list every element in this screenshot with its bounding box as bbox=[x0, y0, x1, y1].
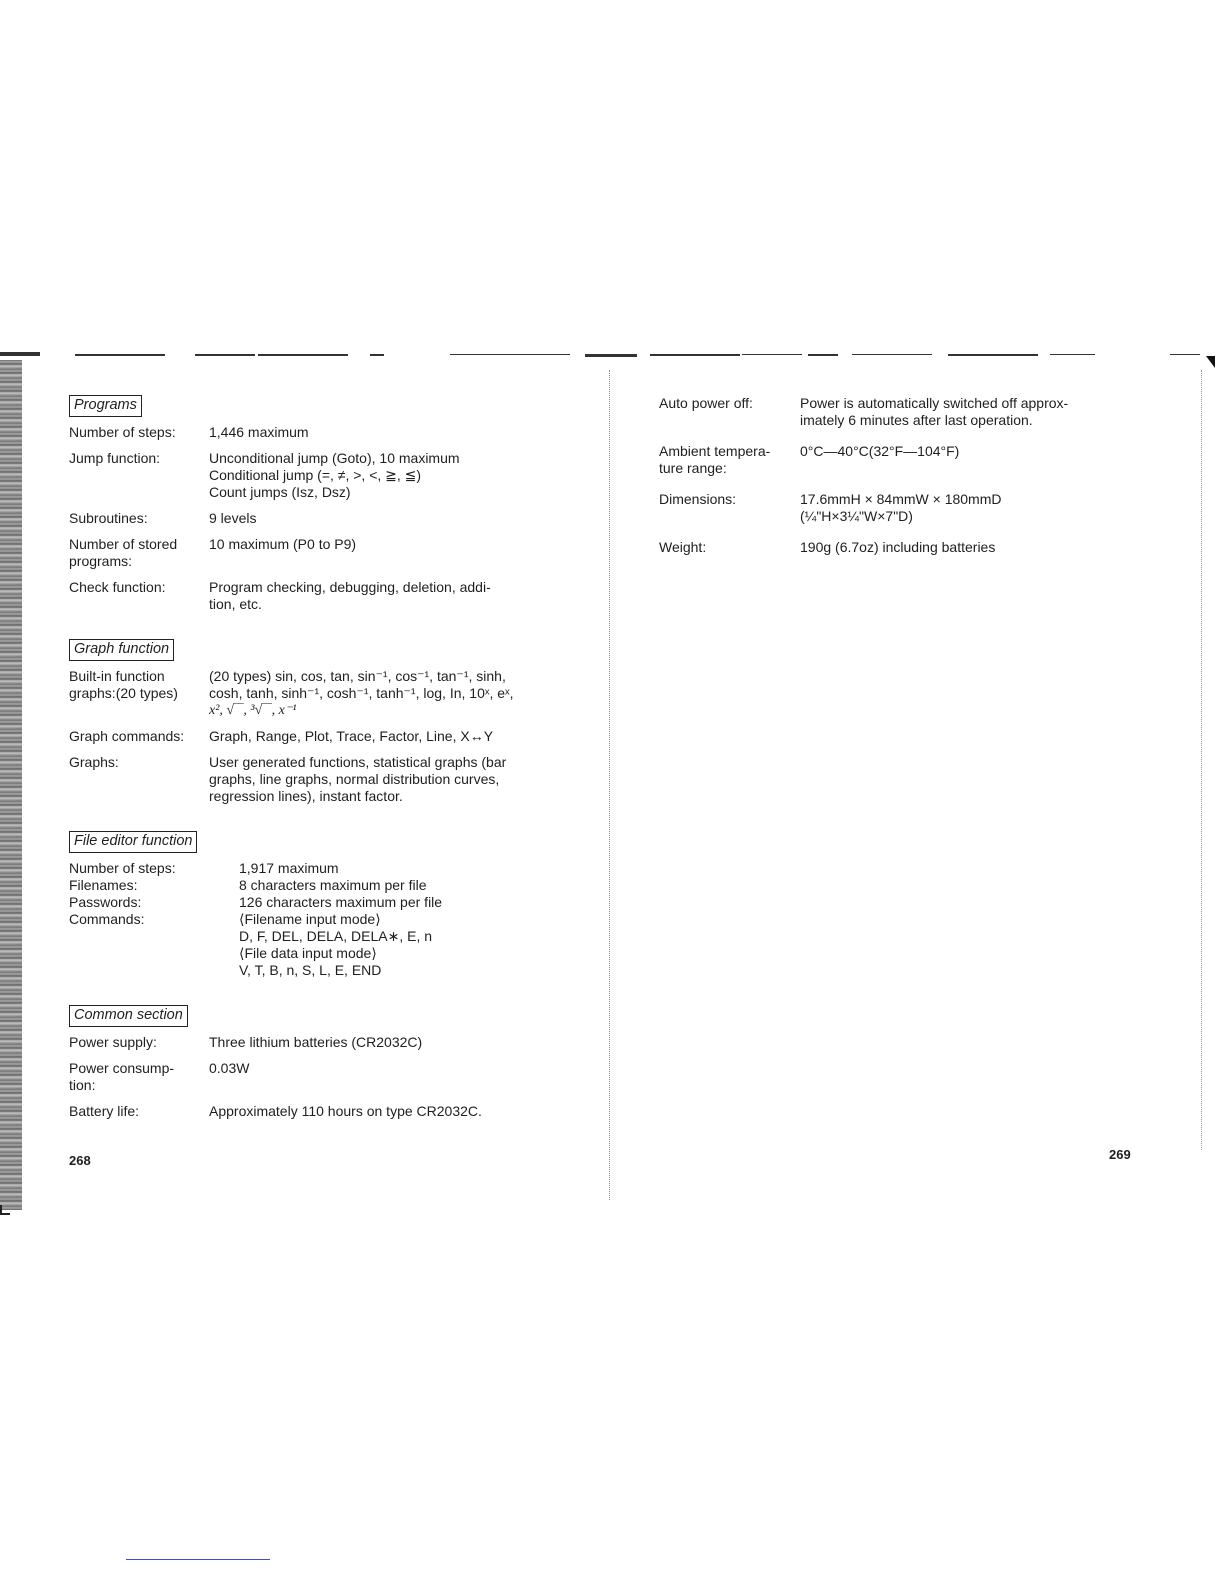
spec-value-line: 1,917 maximum bbox=[239, 860, 339, 876]
spec-value bbox=[209, 536, 549, 570]
section-heading-file-editor: File editor function bbox=[69, 831, 197, 853]
file-editor-labels bbox=[69, 860, 239, 979]
file-editor-values bbox=[239, 860, 549, 979]
spec-value-line: 10 maximum (P0 to P9) bbox=[209, 536, 357, 552]
spec-value bbox=[209, 579, 549, 613]
spec-row bbox=[659, 395, 1139, 429]
spec-row bbox=[69, 579, 549, 613]
spec-value-line: V, T, B, n, S, L, E, END bbox=[239, 962, 382, 978]
spec-row bbox=[659, 443, 1139, 477]
spec-value-line: Graph, Range, Plot, Trace, Factor, Line, X↔Y bbox=[209, 728, 494, 744]
left-page bbox=[69, 395, 549, 1146]
spec-label: Built-in function graphs:(20 types) bbox=[69, 668, 178, 701]
spec-value bbox=[209, 1060, 549, 1094]
scan-corner-mark bbox=[0, 1205, 10, 1215]
spec-row bbox=[69, 754, 549, 805]
spec-row bbox=[659, 539, 1139, 556]
spec-value bbox=[209, 510, 549, 527]
spec-value-line: regression lines), instant factor. bbox=[209, 788, 403, 804]
scan-edge-left bbox=[0, 360, 22, 1210]
spec-row bbox=[69, 510, 549, 527]
spec-value-line: graphs, line graphs, normal distribution curves, bbox=[209, 771, 500, 787]
spec-value-line: D, F, DEL, DELA, DELA∗, E, n bbox=[239, 928, 433, 944]
file-editor-block bbox=[69, 860, 549, 979]
page-number-left: 268 bbox=[69, 1153, 91, 1168]
spec-value-line: Unconditional jump (Goto), 10 maximum bbox=[209, 450, 460, 466]
spec-value-line: 190g (6.7oz) including batteries bbox=[800, 539, 996, 555]
spec-label: Number of steps: bbox=[69, 860, 176, 876]
spec-value bbox=[800, 491, 1139, 525]
spec-label: Passwords: bbox=[69, 894, 142, 910]
spec-label: Weight: bbox=[659, 539, 707, 555]
spec-label: Number of stored programs: bbox=[69, 536, 178, 569]
section-heading-common: Common section bbox=[69, 1005, 188, 1027]
spec-value-line: 1,446 maximum bbox=[209, 424, 309, 440]
spec-label: Ambient tempera- ture range: bbox=[659, 443, 771, 476]
spec-value bbox=[209, 450, 549, 501]
spec-value-line: 0.03W bbox=[209, 1060, 250, 1076]
spec-row bbox=[69, 424, 549, 441]
spec-label: Check function: bbox=[69, 579, 166, 595]
spec-label: Graphs: bbox=[69, 754, 119, 770]
spec-value-line: User generated functions, statistical graphs (bar bbox=[209, 754, 507, 770]
common-section bbox=[69, 1005, 549, 1120]
spec-row bbox=[69, 728, 549, 745]
spec-value-line: 126 characters maximum per file bbox=[239, 894, 443, 910]
spec-label: Dimensions: bbox=[659, 491, 737, 507]
spec-row bbox=[69, 668, 549, 719]
spec-value bbox=[209, 1034, 549, 1051]
spec-label: Commands: bbox=[69, 911, 145, 927]
spec-value-line: tion, etc. bbox=[209, 596, 262, 612]
spec-value-line: 0°C—40°C(32°F—104°F) bbox=[800, 443, 960, 459]
spec-value-line: Program checking, debugging, deletion, addi- bbox=[209, 579, 491, 595]
scan-edge-right bbox=[1201, 370, 1202, 1150]
spec-row bbox=[69, 1060, 549, 1094]
spec-row bbox=[69, 450, 549, 501]
spec-value bbox=[209, 754, 549, 805]
spec-value bbox=[800, 443, 1139, 477]
spec-value-line: (20 types) sin, cos, tan, sin⁻¹, cos⁻¹, tan⁻¹, sinh, bbox=[209, 668, 506, 684]
spec-label: Power consump- tion: bbox=[69, 1060, 175, 1093]
spec-value bbox=[800, 539, 1139, 556]
spec-value bbox=[209, 668, 549, 719]
spec-value-line: 8 characters maximum per file bbox=[239, 877, 427, 893]
spec-label: Jump function: bbox=[69, 450, 161, 466]
spec-label: Graph commands: bbox=[69, 728, 185, 744]
corner-marker-icon bbox=[1206, 356, 1215, 368]
spec-value-line: Count jumps (Isz, Dsz) bbox=[209, 484, 351, 500]
spec-value-line: (¼"H×3¼"W×7"D) bbox=[800, 508, 913, 524]
spec-label: Subroutines: bbox=[69, 510, 148, 526]
scan-edge-top bbox=[0, 352, 1224, 358]
page-number-right: 269 bbox=[1109, 1147, 1131, 1162]
spec-value-line: Power is automatically switched off approx- bbox=[800, 395, 1069, 411]
spec-value-line: ⟨File data input mode⟩ bbox=[239, 945, 377, 961]
file-editor-section bbox=[69, 831, 549, 979]
spec-value-line: 17.6mmH × 84mmW × 180mmD bbox=[800, 491, 1002, 507]
spec-label: Filenames: bbox=[69, 877, 138, 893]
spec-value-line: Three lithium batteries (CR2032C) bbox=[209, 1034, 423, 1050]
spec-value-line: 9 levels bbox=[209, 510, 257, 526]
right-page bbox=[659, 395, 1139, 570]
page-spine-divider bbox=[609, 370, 610, 1200]
stray-underline bbox=[126, 1559, 270, 1560]
spec-value-line: ⟨Filename input mode⟩ bbox=[239, 911, 381, 927]
programs-section bbox=[69, 395, 549, 613]
spec-label: Auto power off: bbox=[659, 395, 753, 411]
spec-row bbox=[69, 536, 549, 570]
graph-section bbox=[69, 639, 549, 805]
spec-value bbox=[800, 395, 1139, 429]
spec-value bbox=[209, 424, 549, 441]
spec-label: Battery life: bbox=[69, 1103, 140, 1119]
spec-value-line: Approximately 110 hours on type CR2032C. bbox=[209, 1103, 482, 1119]
section-heading-graph: Graph function bbox=[69, 639, 174, 661]
spec-value-line: imately 6 minutes after last operation. bbox=[800, 412, 1033, 428]
spec-row bbox=[69, 1034, 549, 1051]
spec-value bbox=[209, 1103, 549, 1120]
spec-label: Power supply: bbox=[69, 1034, 157, 1050]
spec-label: Number of steps: bbox=[69, 424, 176, 440]
spec-row bbox=[659, 491, 1139, 525]
spec-value-line: cosh, tanh, sinh⁻¹, cosh⁻¹, tanh⁻¹, log, In, 10ˣ, eˣ, bbox=[209, 685, 514, 701]
spec-value-line: Conditional jump (=, ≠, >, <, ≧, ≦) bbox=[209, 467, 422, 483]
spec-value-line: x², √‾‾, ³√‾‾, x⁻¹ bbox=[209, 703, 297, 718]
spec-row bbox=[69, 1103, 549, 1120]
spec-value bbox=[209, 728, 549, 745]
section-heading-programs: Programs bbox=[69, 395, 142, 417]
